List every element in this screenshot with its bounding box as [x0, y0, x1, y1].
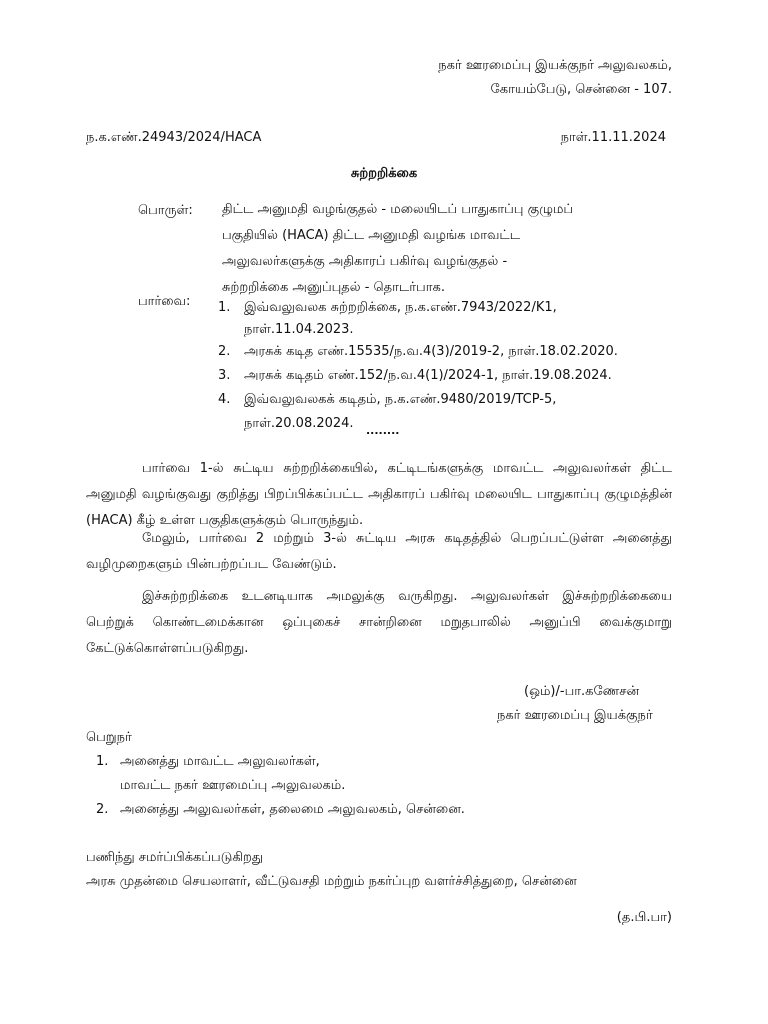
reference-text: அரசுக் கடிதம் எண்.152/ந.வ.4(1)/2024-1, நாள்.19.08.2024.	[244, 368, 612, 383]
signature-designation: நகர் ஊரமைப்பு இயக்குநர்	[497, 708, 653, 723]
reference-text: இவ்வலுவலகக் கடிதம், ந.க.எண்.9480/2019/TCP-5,	[244, 392, 557, 407]
recipient-number-1: 1.	[96, 754, 109, 769]
submission-line1: பணிந்து சமர்ப்பிக்கப்படுகிறது	[86, 850, 264, 865]
body-paragraph-3: இச்சுற்றறிக்கை உடனடியாக அமலுக்கு வருகிறது. அலுவலர்கள் இச்சுற்றறிக்கையை பெற்றுக் கொண்டமைக்கான ஒப்புகைச் சான்றினை மறுதபாலில் அனுப்பி வைக்குமாறு கேட்டுக்கொள்ளப்படுகிறது.	[86, 589, 672, 656]
references-label: பார்வை:	[138, 294, 191, 309]
separator-dots: ........	[366, 424, 400, 437]
subject-text	[222, 197, 622, 301]
issue-date: நாள்.11.11.2024	[560, 130, 666, 145]
signature-name: (ஒம்)/-பா.கணேசன்	[524, 684, 640, 699]
reference-text: நாள்.20.08.2024.	[244, 416, 354, 431]
subject-line: அலுவலர்களுக்கு அதிகாரப் பகிர்வு வழங்குதல் -	[222, 254, 508, 269]
office-address-line2: கோயம்பேடு, சென்னை - 107.	[490, 82, 672, 97]
body-paragraph-1: பார்வை 1-ல் சுட்டிய சுற்றறிக்கையில், கட்டிடங்களுக்கு மாவட்ட அலுவலர்கள் திட்ட அனுமதி வழங்குவது குறித்து பிறப்பிக்கப்பட்ட அதிகாரப் பகிர்வு மலையிட பாதுகாப்பு குழுமத்தின் (HACA) கீழ் உள்ள பகுதிகளுக்கும் பொருந்தும்.	[86, 461, 672, 528]
subject-line: சுற்றறிக்கை அனுப்புதல் - தொடர்பாக.	[222, 280, 445, 295]
recipients-label: பெறுநர்	[86, 730, 132, 745]
reference-number-4: 4.	[218, 392, 231, 407]
recipient-number-2: 2.	[96, 802, 109, 817]
reference-number-1: 1.	[218, 300, 231, 315]
body-paragraph-2: மேலும், பார்வை 2 மற்றும் 3-ல் சுட்டிய அரசு கடிதத்தில் பெறப்பட்டுள்ள அனைத்து வழிமுறைகளும் பின்பற்றப்பட வேண்டும்.	[86, 531, 672, 572]
footer-note: (த.பி.பா)	[616, 910, 672, 925]
reference-text: அரசுக் கடித எண்.15535/ந.வ.4(3)/2019-2, நாள்.18.02.2020.	[244, 344, 618, 359]
subject-line: பகுதியில் (HACA) திட்ட அனுமதி வழங்க மாவட்ட	[222, 228, 521, 243]
reference-text: நாள்.11.04.2023.	[244, 322, 354, 337]
recipient-text: அனைத்து அலுவலர்கள், தலைமை அலுவலகம், சென்னை.	[120, 802, 465, 817]
submission-line2: அரசு முதன்மை செயலாளர், வீட்டுவசதி மற்றும் நகர்ப்புற வளர்ச்சித்துறை, சென்னை	[86, 874, 577, 889]
document-title: சுற்றறிக்கை	[350, 166, 418, 181]
reference-number: ந.க.எண்.24943/2024/HACA	[86, 130, 262, 145]
subject-line: திட்ட அனுமதி வழங்குதல் - மலையிடப் பாதுகாப்பு குழுமப்	[222, 202, 574, 217]
subject-label: பொருள்:	[138, 203, 193, 218]
reference-number-3: 3.	[218, 368, 231, 383]
office-address-line1: நகர் ஊரமைப்பு இயக்குநர் அலுவலகம்,	[438, 58, 672, 73]
reference-text: இவ்வலுவலக சுற்றறிக்கை, ந.க.எண்.7943/2022/K1,	[244, 300, 557, 315]
recipient-text: அனைத்து மாவட்ட அலுவலர்கள்,	[120, 754, 320, 769]
recipient-text: மாவட்ட நகர் ஊரமைப்பு அலுவலகம்.	[120, 778, 346, 793]
reference-number-2: 2.	[218, 344, 231, 359]
